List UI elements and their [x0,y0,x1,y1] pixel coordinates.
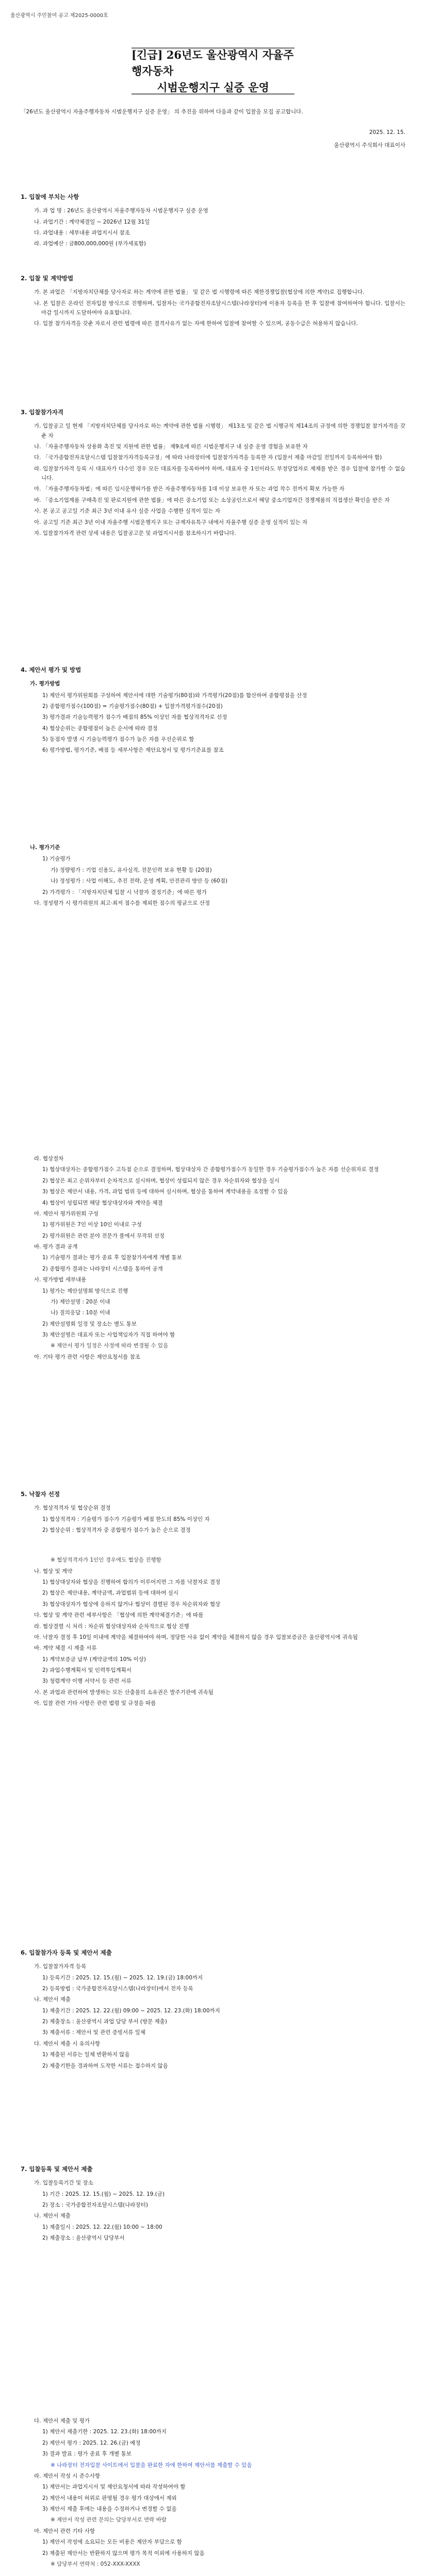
list-item: 자. 입찰참가자격 관련 상세 내용은 입찰공고문 및 과업지시서를 참조하시기 바랍니다. [34,530,236,536]
list-item: 2) 제안설명회 일정 및 장소는 별도 통보 [42,1320,137,1327]
list-item: 다. 입찰 참가자격을 갖춘 자로서 관련 법령에 따른 결격사유가 없는 자에 한하여 입찰에 참여할 수 있으며, 공동수급은 허용하지 않습니다. [34,320,358,327]
notice-date: 2025. 12. 15. [369,129,405,136]
list-item: 2) 제출기한을 경과하여 도착한 서류는 접수하지 않음 [42,2062,168,2069]
list-item: 1) 협상대상자와 협상을 진행하여 합의가 이루어지면 그 자를 낙찰자로 결정 [42,1579,221,1585]
list-item: 2) 종합평가 결과는 나라장터 시스템을 통하여 공개 [42,1265,163,1272]
list-item: 1) 기술평가 결과는 평가 종료 후 입찰참가자에게 개별 통보 [42,1255,182,1261]
list-item: 3) 제출서류 : 제안서 및 관련 증빙서류 일체 [42,2029,145,2036]
list-item: 3) 협상은 제안서 내용, 가격, 과업 범위 등에 대하여 실시하며, 협상을 통하여 계약내용을 조정할 수 있음 [42,1189,288,1195]
list-item: 바. 평가 결과 공개 [34,1244,78,1250]
list-item: 3) 결과 발표 : 평가 종료 후 개별 통보 [42,2451,132,2458]
section-3 [21,407,405,539]
list-item: 다. 과업내용 : 세부내용 과업지시서 참조 [34,229,130,236]
title-box [132,47,294,95]
list-item: 마. 제안서 평가위원회 구성 [34,1210,99,1217]
title-line-2: 시범운행지구 실증 운영 [157,80,269,94]
section-7 [21,2164,405,2244]
list-item: 가. 과 업 명 : 26년도 울산광역시 자율주행자동차 시범운행지구 실증 운영 [34,208,208,214]
list-item: 2) 제안서 평가 : 2025. 12. 26.(금) 예정 [42,2439,141,2446]
list-item: 가) 정량평가 : 기업 신용도, 유사실적, 전문인력 보유 현황 등 (20점) [51,867,212,873]
list-item: 라. 입찰참가자격 등록 시 대표자가 다수인 경우 모든 대표자를 등록하여야 하며, 대표자 중 1인이라도 부정당업자로 제재를 받은 경우 입찰에 참가할 수 없습니다. [34,465,405,481]
list-item: 1) 계약보증금 납부 (계약금액의 10% 이상) [42,1656,146,1663]
list-item: 3) 제안설명은 대표자 또는 사업책임자가 직접 하여야 함 [42,1332,175,1338]
subsection-title: 가. 평가방법 [30,681,60,687]
list-item: 1) 제안서 평가위원회를 구성하여 제안서에 대한 기술평가(80점)와 가격평가(20점)를 합산하여 종합평점을 산정 [42,692,307,699]
note-text: ※ 제안서 평가 일정은 사정에 따라 변경될 수 있음 [51,1343,169,1349]
list-item: 아. 기타 평가 관련 사항은 제안요청서를 참조 [34,1353,140,1360]
list-item: 가. 입찰참가자격 등록 [34,1963,87,1970]
list-item: 나. 「자율주행자동차 상용화 촉진 및 지원에 관한 법률」 제9조에 따른 시범운행지구 내 실증 운영 경험을 보유한 자 [34,443,308,450]
list-item: 1) 제출기간 : 2025. 12. 22.(월) 09:00 ~ 2025. 12. 23.(화) 18:00까지 [42,2007,220,2014]
list-item: 가. 본 과업은 「지방자치단체를 당사자로 하는 계약에 관한 법률」 및 같은 법 시행령에 따른 제한경쟁입찰(협상에 의한 계약)로 집행합니다. [34,289,365,296]
list-item: 1) 협상적격자 : 기술평가 점수가 기술평가 배점 한도의 85% 이상인 자 [42,1516,210,1522]
section-title: 4. 제안서 평가 및 방법 [21,666,81,673]
list-item: 2) 평가위원은 관련 분야 전문가 풀에서 무작위 선정 [42,1232,165,1239]
notice-number: 울산광역시 주민참여 공고 제2025-0000호 [10,13,108,19]
list-item: 사. 본 과업과 관련하여 발생하는 모든 산출물의 소유권은 발주기관에 귀속됨 [34,1689,214,1696]
list-item: 2) 제안서 내용이 허위로 판명될 경우 평가 대상에서 제외 [42,2495,177,2501]
section-title: 3. 입찰참가자격 [21,409,64,416]
section-4-criteria [21,840,405,909]
section-5 [21,1489,405,1710]
list-item: 마. 낙찰자 결정 후 10일 이내에 계약을 체결하여야 하며, 정당한 사유 없이 계약을 체결하지 않을 경우 입찰보증금은 울산광역시에 귀속됨 [34,1634,358,1640]
list-item: 마. 제안서 관련 기타 사항 [34,2528,95,2534]
list-item: 2) 제출장소 : 울산광역시 과업 담당 부서 (방문 제출) [42,2019,167,2025]
list-item: 1) 협상대상자는 종합평가점수 고득점 순으로 결정하며, 협상대상자 간 종합평가점수가 동일한 경우 기술평가점수가 높은 자를 선순위자로 결정 [42,1166,379,1173]
list-item: 2) 협상은 최고 순위자부터 순차적으로 실시하며, 협상이 성립되지 않은 경우 차순위자와 협상을 실시 [42,1177,280,1184]
list-item: 다. 협상 및 계약 관련 세부사항은 「협상에 의한 계약체결기준」에 따름 [34,1612,204,1619]
intro-block [21,107,405,153]
list-item: 1) 등록기간 : 2025. 12. 15.(월) ~ 2025. 12. 19.(금) 18:00까지 [42,1974,203,1981]
list-item: 1) 평가위원은 7인 이상 10인 이내로 구성 [42,1222,142,1228]
list-item: 가. 입찰등록기간 및 장소 [34,2180,93,2187]
list-item: 나. 협상 및 계약 [34,1568,73,1574]
list-item: 나. 제안서 제출 [34,2213,71,2219]
list-item: 사. 본 공고 공고일 기준 최근 3년 이내 유사 실증 사업을 수행한 실적이 있는 자 [34,508,221,515]
list-item: 1) 기간 : 2025. 12. 15.(월) ~ 2025. 12. 19.(금) [42,2191,165,2197]
list-item: 1) 제출된 서류는 일체 반환하지 않음 [42,2052,130,2058]
list-item: 바. 「중소기업제품 구매촉진 및 판로지원에 관한 법률」에 따른 중소기업 또는 소상공인으로서 해당 중소기업자간 경쟁제품의 직접생산 확인을 받은 자 [34,497,390,503]
list-item: 나. 본 입찰은 온라인 전자입찰 방식으로 진행하며, 입찰자는 국가종합전자조달시스템(나라장터)에 이용자 등록을 한 후 입찰에 참여하여야 합니다. 입찰서는 마감 일시까지 도달하여야 유효합니다. [34,300,405,316]
list-item: 다. 제안서 제출 및 평가 [34,2418,90,2424]
list-item: 2) 협상은 제안내용, 계약금액, 과업범위 등에 대하여 실시 [42,1590,178,1597]
title-line-1: [긴급] 26년도 울산광역시 자율주행자동차 [132,48,294,78]
list-item: 3) 협상대상자가 협상에 응하지 않거나 협상이 결렬된 경우 차순위자와 협상 [42,1601,221,1607]
section-2 [21,273,405,330]
section-7-proposal [21,2416,405,2570]
section-1 [21,192,405,250]
list-item: 4) 협상순위는 종합평점이 높은 순서에 따라 결정 [42,725,158,732]
section-6 [21,1947,405,2072]
list-item: 다. 제안서 제출 시 유의사항 [34,2040,101,2047]
list-item: 1) 제안서 작성에 소요되는 모든 비용은 제안자 부담으로 함 [42,2539,182,2546]
list-item: 3) 청렴계약 이행 서약서 등 관련 서류 [42,1678,132,1685]
list-item: 1) 제안서 제출기한 : 2025. 12. 23.(화) 18:00까지 [42,2429,167,2435]
list-item: 나. 제안서 제출 [34,1996,71,2003]
list-item: 나) 정성평가 : 사업 이해도, 추진 전략, 운영 계획, 안전관리 방안 등 (60점) [51,878,227,885]
section-title: 1. 입찰에 부치는 사항 [21,193,79,200]
list-item: 마. 「자율주행자동차법」에 따른 임시운행허가를 받은 자율주행자동차를 1대 이상 보유한 자 또는 과업 착수 전까지 확보 가능한 자 [34,486,345,493]
list-item: 사. 평가방법 세부내용 [34,1277,87,1283]
section-title: 5. 낙찰자 선정 [21,1490,60,1498]
list-item: 1) 제출일시 : 2025. 12. 22.(월) 10:00 ~ 18:00 [42,2224,162,2230]
list-item: 5) 동점자 발생 시 기술능력평가 점수가 높은 자를 우선순위로 함 [42,736,194,742]
list-item: 가. 입찰공고 일 현재 「지방자치단체를 당사자로 하는 계약에 관한 법률 시행령」 제13조 및 같은 법 시행규칙 제14조의 규정에 의한 경쟁입찰 참가자격을 갖춘 자 [34,423,405,439]
subsection-title: 나. 평가기준 [30,844,60,851]
list-item: 3) 제안서 제출 후에는 내용을 수정하거나 변경할 수 없음 [42,2506,177,2512]
list-item: 2) 등록방법 : 국가종합전자조달시스템(나라장터)에서 전자 등록 [42,1985,193,1992]
list-item: 라. 협상절차 [34,1156,64,1162]
list-item: 라. 협상결렬 시 처리 : 차순위 협상대상자와 순차적으로 협상 진행 [34,1623,189,1630]
section-4-negotiation [21,1154,405,1363]
note-text: ※ 제안서 작성 관련 문의는 담당부서로 연락 바람 [51,2517,167,2523]
list-item: 2) 가격평가 : 「지방자치단체 입찰 시 낙찰자 결정기준」에 따른 평가 [42,889,207,895]
list-item: 1) 평가는 제안설명회 방식으로 진행 [42,1287,128,1294]
list-item: 1) 제안서는 과업지시서 및 제안요청서에 따라 작성하여야 함 [42,2484,186,2490]
list-item: 2) 제출된 제안서는 반환하지 않으며 평가 목적 이외에 사용하지 않음 [42,2550,205,2556]
list-item: 다. 「국가종합전자조달시스템 입찰참가자격등록규정」에 따라 나라장터에 입찰참가자격을 등록한 자 (입찰서 제출 마감일 전일까지 등록하여야 함) [34,454,382,461]
list-item: 라. 과업예산 : 금800,000,000원 (부가세포함) [34,241,146,247]
section-4 [21,665,405,757]
section-title: 7. 입찰등록 및 제안서 제출 [21,2165,93,2173]
note-text: ※ 협상적격자가 1인인 경우에도 협상을 진행함 [51,1557,161,1564]
list-item: 바. 계약 체결 시 제출 서류 [34,1645,97,1652]
list-item: 6) 평가방법, 평가기준, 배점 등 세부사항은 제안요청서 및 평가기준표를 참조 [42,747,224,754]
list-item: 가. 협상적격자 및 협상순위 결정 [34,1505,111,1512]
list-item: 2) 과업수행계획서 및 인력투입계획서 [42,1667,132,1673]
list-item: 2) 제출장소 : 울산광역시 담당부서 [42,2235,125,2241]
list-item: 1) 기술평가 [42,856,71,862]
list-item: 가) 제안설명 : 20분 이내 [51,1298,110,1305]
list-item: 라. 제안서 작성 시 준수사항 [34,2472,101,2479]
intro-text: 「26년도 울산광역시 자율주행자동차 시범운행지구 실증 운영」 의 추진을 위하여 다음과 같이 입찰을 모집 공고합니다. [21,109,303,115]
list-item: 다. 정성평가 시 평가위원의 최고·최저 점수를 제외한 점수의 평균으로 산정 [34,900,210,906]
list-item: 2) 협상순위 : 협상적격자 중 종합평가 점수가 높은 순으로 결정 [42,1527,191,1533]
list-item: 2) 장소 : 국가종합전자조달시스템(나라장터) [42,2201,148,2208]
list-item: 3) 평가결과 기술능력평가 점수가 배점의 85% 이상인 자를 협상적격자로 선정 [42,714,227,721]
list-item: 4) 협상이 성립되면 해당 협상대상자와 계약을 체결 [42,1199,163,1206]
list-item: 2) 종합평가점수(100점) = 기술평가점수(80점) + 입찰가격평가점수(20점) [42,703,223,709]
list-item: 아. 입찰 관련 기타 사항은 관련 법령 및 규정을 따름 [34,1700,156,1707]
section-title: 2. 입찰 및 계약방법 [21,275,74,282]
notice-issuer: 울산광역시 주식회사 대표이사 [334,142,405,148]
section-title: 6. 입찰참가자 등록 및 제안서 제출 [21,1949,112,1956]
note-text: ※ 담당부서 연락처 : 052-XXX-XXXX [51,2561,140,2567]
list-item: 나. 과업기간 : 계약체결일 ~ 2026년 12월 31일 [34,218,150,225]
list-item: 아. 공고일 기준 최근 3년 이내 자율주행 시범운행지구 또는 규제자유특구 내에서 자율주행 실증 운영 실적이 있는 자 [34,519,307,526]
list-item: 나) 질의응답 : 10분 이내 [51,1310,110,1316]
note-text: ※ 나라장터 전자입찰 사이트에서 입찰을 완료한 자에 한하여 제안서를 제출할 수 있음 [51,2462,252,2468]
